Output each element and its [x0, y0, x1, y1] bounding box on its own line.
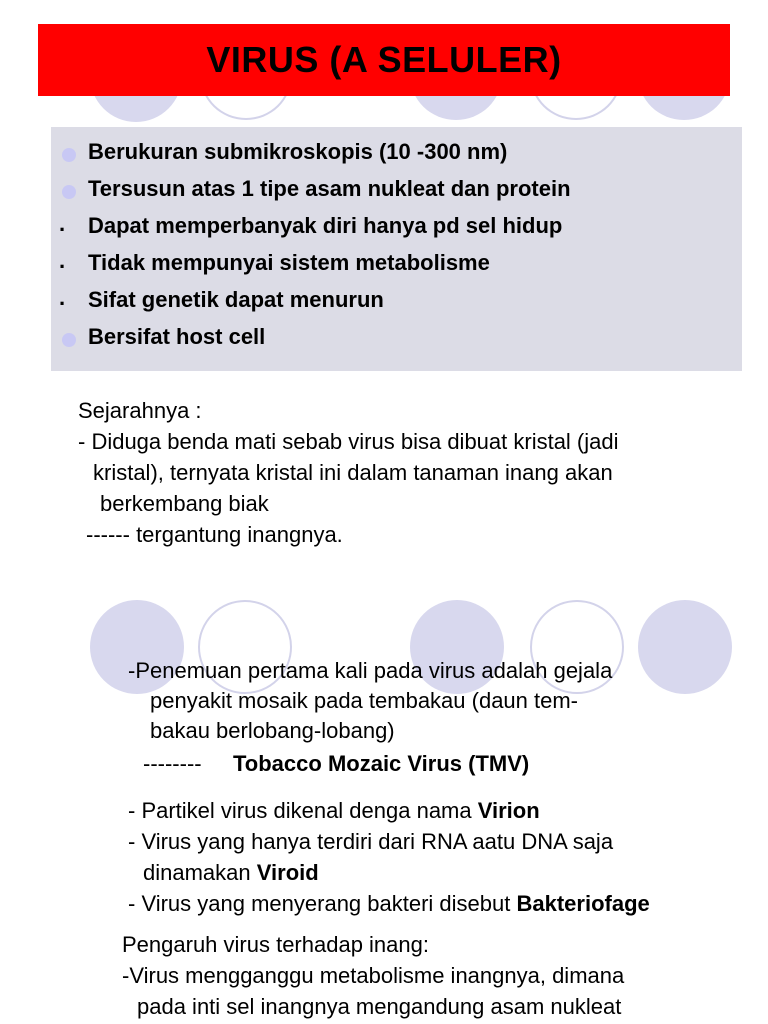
tmv-dashes: --------: [143, 751, 202, 776]
feature-text: Bersifat host cell: [88, 324, 266, 349]
sejarah-line: kristal), ternyata kristal ini dalam tanaman inang akan: [93, 460, 613, 485]
penemuan-line: bakau berlobang-lobang): [150, 718, 395, 743]
sejarah-line: berkembang biak: [100, 491, 269, 516]
penemuan-line: -Penemuan pertama kali pada virus adalah gejala: [128, 658, 613, 683]
title-banner: [38, 24, 730, 96]
feature-text: Tidak mempunyai sistem metabolisme: [88, 250, 490, 275]
decorative-circle: [638, 600, 732, 694]
pengaruh-line: -Virus mengganggu metabolisme inangnya, dimana: [122, 963, 625, 988]
bullet-period: .: [59, 211, 66, 236]
feature-list-panel: [51, 127, 742, 371]
bakteriofage-prefix: - Virus yang menyerang bakteri disebut: [128, 891, 517, 916]
sejarah-heading: Sejarahnya :: [78, 398, 202, 423]
virion-term: Virion: [477, 798, 540, 823]
viroid-line-2: [143, 860, 319, 886]
sejarah-line: - Diduga benda mati sebab virus bisa dibuat kristal (jadi: [78, 429, 619, 454]
virion-prefix: - Partikel virus dikenal denga nama: [128, 798, 478, 823]
bakteriofage-line: [128, 891, 650, 917]
viroid-line: - Virus yang hanya terdiri dari RNA aatu DNA saja: [128, 829, 614, 854]
penemuan-line: penyakit mosaik pada tembakau (daun tem-: [150, 688, 579, 713]
feature-text: Dapat memperbanyak diri hanya pd sel hidup: [88, 213, 563, 238]
sejarah-line: ------ tergantung inangnya.: [86, 522, 343, 547]
bullet-dot-icon: [62, 148, 76, 162]
feature-text: Berukuran submikroskopis (10 -300 nm): [88, 139, 508, 164]
bullet-dot-icon: [62, 333, 76, 347]
feature-text: Tersusun atas 1 tipe asam nukleat dan protein: [88, 176, 571, 201]
feature-text: Sifat genetik dapat menurun: [88, 287, 384, 312]
tmv-name: Tobacco Mozaic Virus (TMV): [233, 751, 530, 776]
viroid-term: Viroid: [256, 860, 319, 885]
virion-line: [128, 798, 540, 824]
page-title: VIRUS (A SELULER): [206, 39, 562, 80]
pengaruh-heading: Pengaruh virus terhadap inang:: [122, 932, 429, 957]
bullet-period: .: [59, 285, 66, 310]
bullet-dot-icon: [62, 185, 76, 199]
viroid-prefix: dinamakan: [143, 860, 257, 885]
bakteriofage-term: Bakteriofage: [516, 891, 650, 916]
bullet-period: .: [59, 248, 66, 273]
pengaruh-line: pada inti sel inangnya mengandung asam nukleat: [137, 994, 622, 1019]
